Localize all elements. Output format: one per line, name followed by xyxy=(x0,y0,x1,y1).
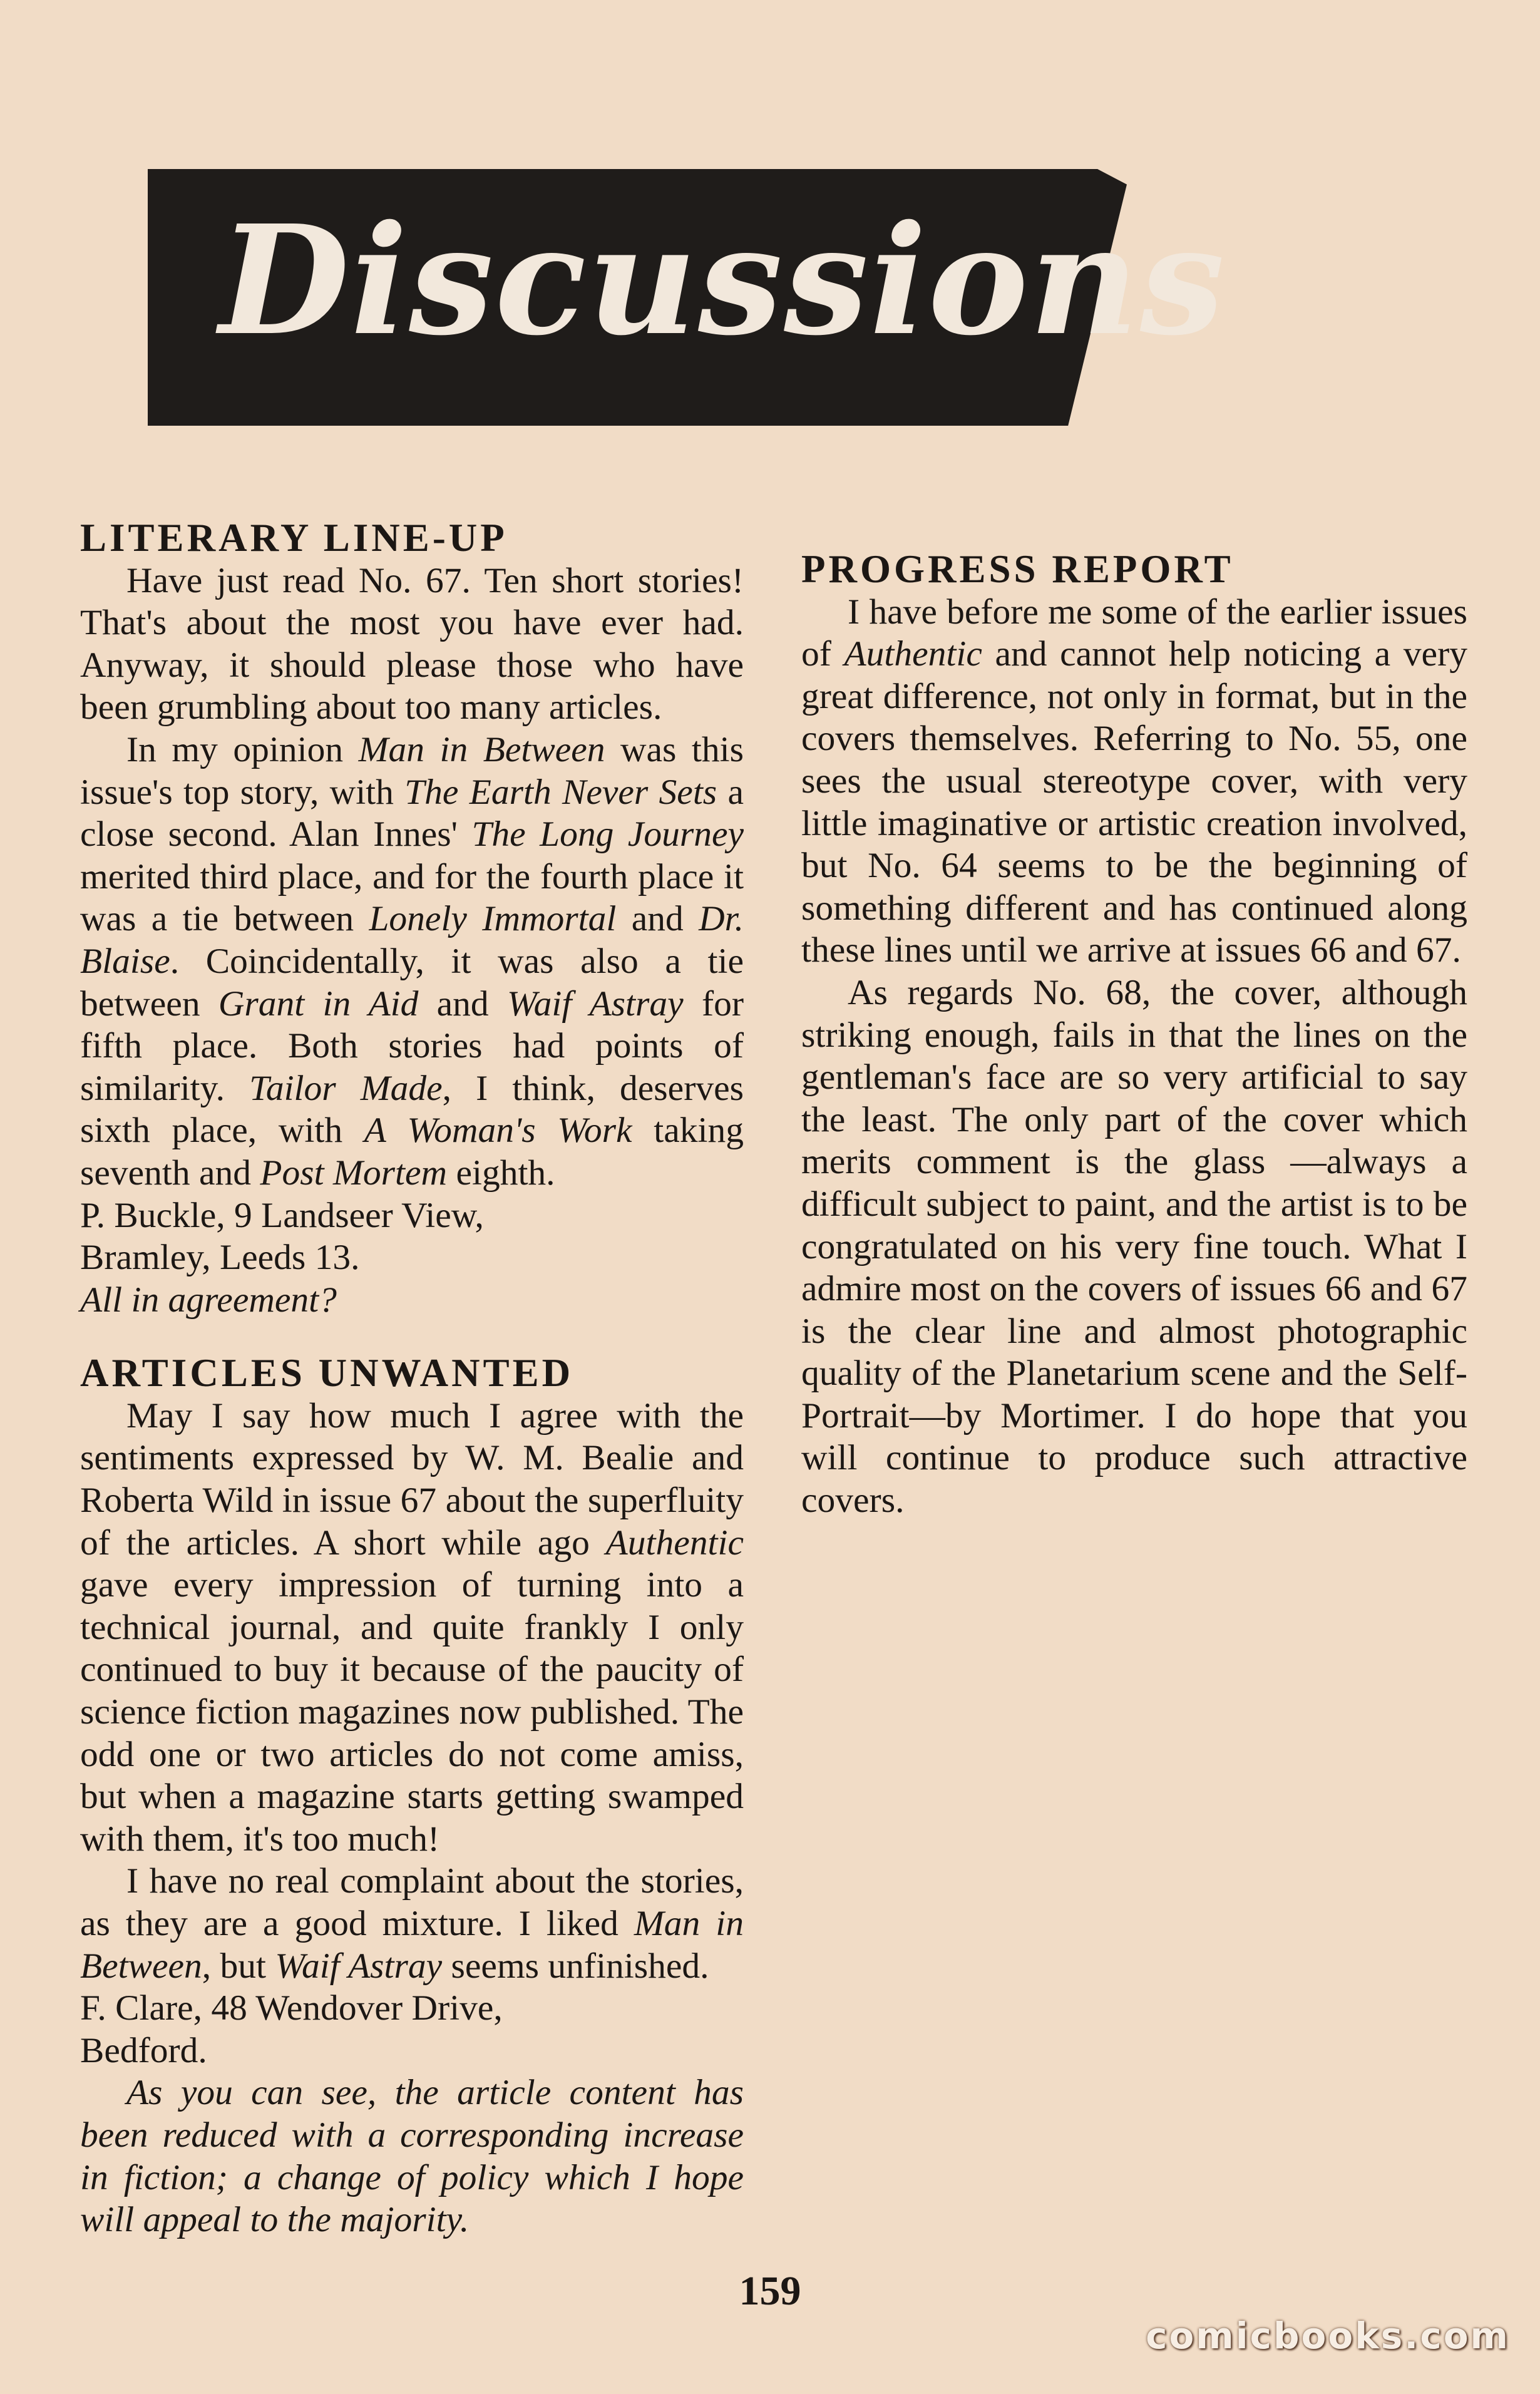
editor-reply: As you can see, the article content has been reduced with a corresponding increase in fiction; a change of policy which I hope will appeal to the majority. xyxy=(80,2073,744,2240)
letter-signature: Bedford. xyxy=(80,2030,207,2070)
letter-paragraph: Have just read No. 67. Ten short stories! That's about the most you have ever had. Anyway, it should please those who have been grumbling about too many articles. xyxy=(80,560,744,727)
letter-paragraph: I have no real complaint about the stories, as they are a good mixture. I liked Man in Between, but Waif Astray seems unfinished. xyxy=(80,1861,744,1986)
right-column xyxy=(801,517,1467,1522)
letter-signature: P. Buckle, 9 Landseer View, xyxy=(80,1195,484,1235)
letter-paragraph: May I say how much I agree with the sentiments expressed by W. M. Bealie and Roberta Wild in issue 67 about the superfluity of the articles. A short while ago Authentic gave every impression of turning into a technical journal, and quite frankly I only continued to buy it because of the paucity of science fiction magazines now published. The odd one or two articles do not come amiss, but when a magazine starts getting swamped with them, it's too much! xyxy=(80,1395,744,1859)
letter-signature: Bramley, Leeds 13. xyxy=(80,1238,360,1278)
letter-paragraph: In my opinion Man in Between was this issue's top story, with The Earth Never Sets a close second. Alan Innes' The Long Journey merited third place, and for the fourth place it was a tie between Lonely Immortal and Dr. Blaise. Coincidentally, it was also a tie between Grant in Aid and Waif Astray for fifth place. Both stories had points of similarity. Tailor Made, I think, deserves sixth place, with A Woman's Work taking seventh and Post Mortem eighth. xyxy=(80,729,744,1193)
watermark: comicbooks.com xyxy=(1146,2314,1510,2357)
letter-paragraph: As regards No. 68, the cover, although striking enough, fails in that the lines on the gentleman's face are so very artificial to say the least. The only part of the cover which merits comment is the glass —always a difficult subject to paint, and the artist is to be congratulated on his very fine touch. What I admire most on the covers of issues 66 and 67 is the clear line and almost photographic quality of the Planetarium scene and the Self-Portrait—by Mortimer. I do hope that you will continue to produce such attractive covers. xyxy=(801,972,1467,1521)
letter-heading-literary: LITERARY LINE-UP xyxy=(80,516,508,560)
page-number: 159 xyxy=(739,2268,801,2314)
page-title: Discussions xyxy=(219,192,1226,369)
letter-heading-progress: PROGRESS REPORT xyxy=(801,547,1234,591)
letter-heading-articles: ARTICLES UNWANTED xyxy=(80,1351,574,1395)
editor-reply: All in agreement? xyxy=(80,1280,337,1320)
left-column xyxy=(80,517,744,2241)
letter-signature: F. Clare, 48 Wendover Drive, xyxy=(80,1988,503,2028)
letter-paragraph: I have before me some of the earlier issues of Authentic and cannot help noticing a very great difference, not only in format, but in the covers themselves. Referring to No. 55, one sees the usual stereotype cover, with very little imaginative or artistic creation involved, but No. 64 seems to be the beginning of something different and has continued along these lines until we arrive at issues 66 and 67. xyxy=(801,592,1467,970)
